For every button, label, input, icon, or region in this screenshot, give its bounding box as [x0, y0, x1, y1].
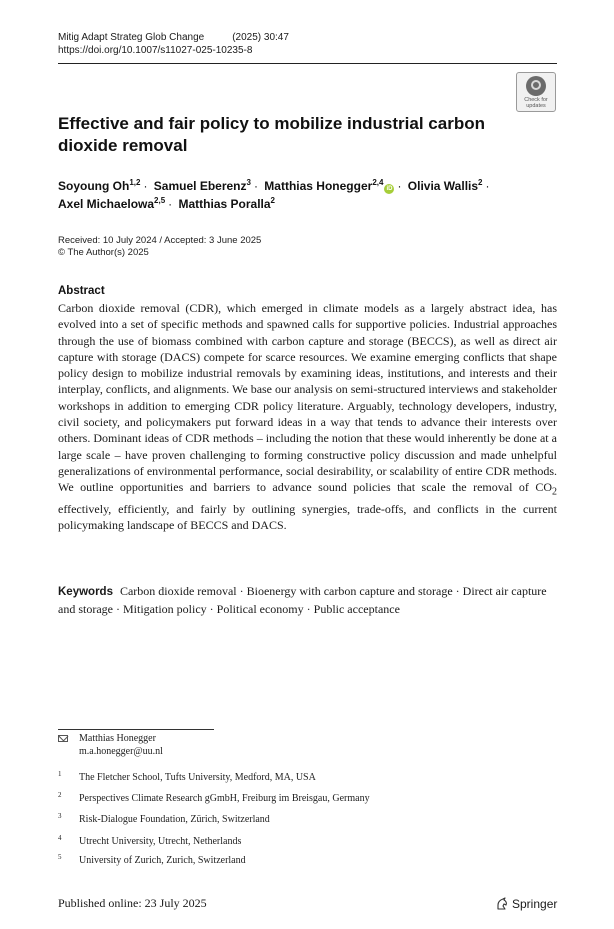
abstract-heading: Abstract — [58, 285, 105, 297]
affiliation-item — [58, 836, 241, 847]
author-affiliation-ref: 2 — [270, 196, 275, 205]
affiliation-text: Perspectives Climate Research gGmbH, Freiburg im Breisgau, Germany — [79, 793, 370, 804]
affiliation-item — [58, 772, 316, 783]
author-name[interactable]: Matthias Poralla — [178, 197, 271, 211]
corresponding-author — [58, 733, 163, 758]
orcid-icon[interactable]: iD — [386, 186, 393, 192]
affiliation-number: 5 — [58, 853, 62, 861]
affiliation-number: 3 — [58, 812, 62, 820]
footnote-rule — [58, 729, 214, 730]
co2-subscript: 2 — [552, 486, 557, 498]
keyword[interactable]: Bioenergy with carbon capture and storage — [246, 584, 453, 598]
envelope-icon — [58, 735, 68, 742]
author-name[interactable]: Olivia Wallis — [407, 179, 479, 193]
affiliation-text: University of Zurich, Zurich, Switzerland — [79, 855, 246, 866]
springer-logo — [495, 897, 557, 911]
author-affiliation-ref: 2 — [478, 178, 483, 187]
affiliation-text: Risk-Dialogue Foundation, Zürich, Switzerland — [79, 814, 270, 825]
paper-title: Effective and fair policy to mobilize industrial carbon dioxide removal — [58, 114, 485, 155]
affiliation-text: The Fletcher School, Tufts University, Medford, MA, USA — [79, 772, 316, 783]
updates-label: updates — [526, 103, 546, 109]
keywords-label: Keywords — [58, 586, 113, 598]
affiliation-item — [58, 793, 370, 804]
affiliation-number: 1 — [58, 770, 62, 778]
article-dates — [58, 235, 261, 259]
author-affiliation-ref: 2,4 — [372, 178, 384, 187]
author-name[interactable]: Samuel Eberenz — [153, 179, 247, 193]
check-for-label: Check for — [524, 97, 548, 103]
abstract-text — [58, 300, 557, 534]
corresponding-author-email[interactable]: m.a.honegger@uu.nl — [79, 745, 163, 757]
keyword[interactable]: Public acceptance — [313, 601, 400, 616]
journal-name: Mitig Adapt Strateg Glob Change — [58, 32, 205, 43]
springer-wordmark: Springer — [512, 897, 558, 911]
header-rule — [58, 63, 557, 64]
received-accepted-dates: Received: 10 July 2024 / Accepted: 3 June 2025 — [58, 235, 262, 246]
keywords-block: Keywords Carbon dioxide removal · Bioenergy with carbon capture and storage · Direct air capture and storage · Mitigation policy · Political economy · Public acceptance — [58, 584, 547, 616]
doi-link[interactable]: https://doi.org/10.1007/s11027-025-10235-8 — [58, 45, 253, 56]
affiliation-item — [58, 855, 246, 866]
corresponding-author-name: Matthias Honegger — [79, 733, 156, 744]
author-name[interactable]: Axel Michaelowa — [58, 197, 155, 211]
running-head — [58, 31, 289, 57]
check-for-updates-badge[interactable] — [516, 72, 556, 112]
crossmark-icon — [526, 76, 546, 96]
affiliation-number: 2 — [58, 791, 62, 799]
affiliation-text: Utrecht University, Utrecht, Netherlands — [79, 836, 242, 847]
keyword[interactable]: Political economy — [216, 601, 304, 616]
abstract-text-part2: effectively, efficiently, and fairly by outlining synergies, trade-offs, and conflicts in the current policymaking landscape of BECCS and DACS. — [58, 501, 557, 533]
affiliation-item — [58, 814, 270, 825]
keyword[interactable]: Carbon dioxide removal — [119, 584, 237, 598]
author-affiliation-ref: 3 — [246, 178, 251, 187]
keyword[interactable]: Direct air capture and storage — [58, 584, 547, 616]
author-name[interactable]: Soyoung Oh — [58, 179, 130, 193]
author-affiliation-ref: 1,2 — [129, 178, 141, 187]
year-volume: (2025) 30:47 — [232, 32, 289, 43]
author-list: Soyoung Oh$^{1,2}$ · Samuel Eberenz$^3$ · Matthias Honegger$^{2,4}$iD · Olivia Wallis$^2$ · Axel Michaelowa$^{2,5}$ · Matthias Poralla$^2$ — [58, 178, 490, 211]
keyword[interactable]: Mitigation policy — [122, 601, 207, 616]
affiliation-number: 4 — [58, 834, 62, 842]
copyright-line: © The Author(s) 2025 — [58, 247, 149, 258]
abstract-text-part1: Carbon dioxide removal (CDR), which emerged in climate models as a largely abstract idea, has evolved into a set of specific methods and spawned calls for supportive policies. Industrial approaches through the use of biomass combined with carbon capture and storage (BECCS), as well as direct air capture with storage (DACS) compete for scarce resources. We examine emerging conflicts that shape policy design to mobilize industrial removals by examining ideas, institutions, and interests and their interplay, conflicts, and alignments. We base our analysis on semi-structured interviews and stakeholder workshops in addition to emerging CDR policy literature. Arguably, technology developers, industry, civil society, and policymakers put forward ideas in a way that tends to advance their interests over others. Dominant ideas of CDR methods – including the notion that these would inherently be done at a large scale – have proven challenging to forming constructive policy discussion and made unhelpful generalizations of environmental performance, social desirability, or scalability of entire CDR methods. We outline opportunities and barriers to advance sound policies that scale the removal of CO — [58, 301, 557, 495]
author-name[interactable]: Matthias Honegger — [264, 179, 373, 193]
author-affiliation-ref: 2,5 — [154, 196, 166, 205]
published-online: Published online: 23 July 2025 — [58, 896, 207, 910]
springer-horse-icon — [495, 897, 509, 911]
